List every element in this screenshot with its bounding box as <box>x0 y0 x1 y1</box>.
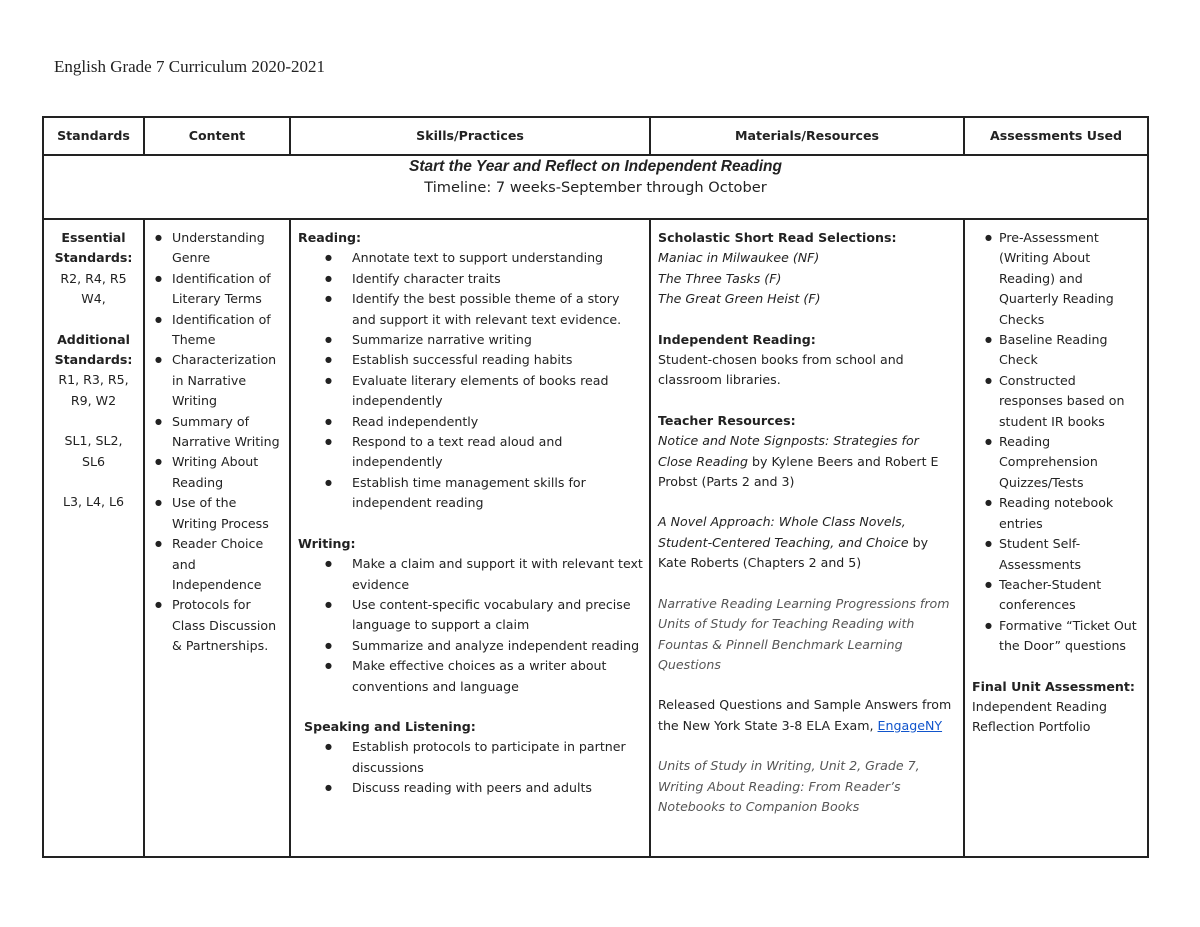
content-item: ● Summary of Narrative Writing <box>172 412 285 453</box>
assessment-item: ● Baseline Reading Check <box>999 330 1141 371</box>
final-assessment-text: Independent Reading Reflection Portfolio <box>972 698 1107 735</box>
assessment-item: ● Pre-Assessment (Writing About Reading) and Quarterly Reading Checks <box>999 228 1141 330</box>
content-cell <box>144 219 290 857</box>
skills-cell <box>290 219 650 857</box>
essential-standards-value: W4, <box>81 291 106 307</box>
speaking-listening-label: Speaking and Listening: <box>304 718 476 734</box>
speaking-listening-standards: SL1, SL2, SL6 <box>64 433 123 469</box>
notice-note-title: Notice and Note Signposts: Strategies for Close Reading <box>658 433 919 469</box>
reading-skill: ● Respond to a text read aloud and independently <box>352 432 643 473</box>
scholastic-item: Maniac in Milwaukee (NF) <box>658 250 820 266</box>
notice-note-author: by Kylene Beers and Robert E Probst (Parts 2 and 3) <box>658 453 939 490</box>
standards-cell <box>43 219 144 857</box>
novel-approach-author: by Kate Roberts (Chapters 2 and 5) <box>658 534 929 571</box>
writing-label: Writing: <box>298 535 356 551</box>
additional-standards-value: R9, W2 <box>70 392 117 408</box>
reading-skill: ● Identify the best possible theme of a story and support it with relevant text evidence. <box>352 289 643 330</box>
essential-standards-label: Essential Standards: <box>54 230 133 266</box>
assessment-item: ● Reading notebook entries <box>999 493 1141 534</box>
final-assessment-label: Final Unit Assessment: <box>972 678 1135 694</box>
assessment-item: ● Teacher-Student conferences <box>999 575 1141 616</box>
reading-skill: ● Identify character traits <box>352 269 643 289</box>
speaking-skill: ● Discuss reading with peers and adults <box>352 778 643 798</box>
curriculum-table <box>42 116 1149 858</box>
content-item: ● Identification of Theme <box>172 310 285 351</box>
header-skills: Skills/Practices <box>290 117 650 155</box>
header-materials: Materials/Resources <box>650 117 964 155</box>
novel-approach-title: A Novel Approach: Whole Class Novels, Student-Centered Teaching, and Choice <box>658 514 909 550</box>
header-content: Content <box>144 117 290 155</box>
writing-skill: ● Make a claim and support it with relevant text evidence <box>352 554 643 595</box>
narrative-progressions-resource: Narrative Reading Learning Progressions from Units of Study for Teaching Reading with Fountas & Pinnell Benchmark Learning Questions <box>658 595 950 672</box>
reading-skill: ● Annotate text to support understanding <box>352 248 643 268</box>
independent-reading-text: Student-chosen books from school and classroom libraries. <box>658 352 904 388</box>
unit-row <box>43 155 1148 219</box>
writing-skill: ● Use content-specific vocabulary and precise language to support a claim <box>352 595 643 636</box>
content-item: ● Identification of Literary Terms <box>172 269 285 310</box>
unit-detail-row <box>43 219 1148 857</box>
content-item: ● Writing About Reading <box>172 452 285 493</box>
scholastic-item: The Three Tasks (F) <box>658 270 782 286</box>
materials-cell <box>650 219 964 857</box>
document-title: English Grade 7 Curriculum 2020-2021 <box>54 57 326 76</box>
scholastic-item: The Great Green Heist (F) <box>658 291 821 307</box>
released-questions-text: Released Questions and Sample Answers from the New York State 3-8 ELA Exam, <box>658 697 952 733</box>
header-row <box>43 117 1148 155</box>
writing-skill: ● Summarize and analyze independent reading <box>352 636 643 656</box>
assessment-item: ● Student Self-Assessments <box>999 534 1141 575</box>
content-item: ● Use of the Writing Process <box>172 493 285 534</box>
essential-standards-value: R2, R4, R5 <box>60 270 127 286</box>
assessment-item: ● Constructed responses based on student IR books <box>999 371 1141 432</box>
units-of-study-resource: Units of Study in Writing, Unit 2, Grade 7, Writing About Reading: From Reader’s Notebooks to Companion Books <box>658 758 920 814</box>
reading-skill: ● Establish time management skills for independent reading <box>352 473 643 514</box>
unit-cell <box>43 155 1148 219</box>
additional-standards-value: R1, R3, R5, <box>58 372 129 388</box>
independent-reading-label: Independent Reading: <box>658 331 816 347</box>
unit-timeline: Timeline: 7 weeks-September through October <box>424 179 767 196</box>
reading-label: Reading: <box>298 230 362 245</box>
language-standards: L3, L4, L6 <box>62 494 125 510</box>
released-questions-resource <box>658 695 955 736</box>
content-item: ● Characterization in Narrative Writing <box>172 350 285 411</box>
engageny-link[interactable]: EngageNY <box>877 717 943 733</box>
header-standards: Standards <box>43 117 144 155</box>
writing-skill: ● Make effective choices as a writer about conventions and language <box>352 656 643 697</box>
content-item: ● Reader Choice and Independence <box>172 534 285 595</box>
reading-skill: ● Read independently <box>352 412 643 432</box>
reading-skill: ● Evaluate literary elements of books read independently <box>352 371 643 412</box>
assessment-item: ● Formative “Ticket Out the Door” questions <box>999 616 1141 657</box>
unit-title: Start the Year and Reflect on Independent Reading <box>409 158 782 175</box>
assessment-item: ● Reading Comprehension Quizzes/Tests <box>999 432 1141 493</box>
assessments-cell <box>964 219 1148 857</box>
scholastic-label: Scholastic Short Read Selections: <box>658 230 897 245</box>
header-assessments: Assessments Used <box>964 117 1148 155</box>
additional-standards-label: Additional Standards: <box>54 331 133 368</box>
notice-note-resource <box>658 431 955 492</box>
speaking-skill: ● Establish protocols to participate in partner discussions <box>352 737 643 778</box>
teacher-resources-label: Teacher Resources: <box>658 412 796 428</box>
content-item: ● Protocols for Class Discussion & Partnerships. <box>172 595 285 656</box>
novel-approach-resource <box>658 512 955 573</box>
reading-skill: ● Establish successful reading habits <box>352 350 643 370</box>
content-item: ● Understanding Genre <box>172 228 285 269</box>
reading-skill: ● Summarize narrative writing <box>352 330 643 350</box>
